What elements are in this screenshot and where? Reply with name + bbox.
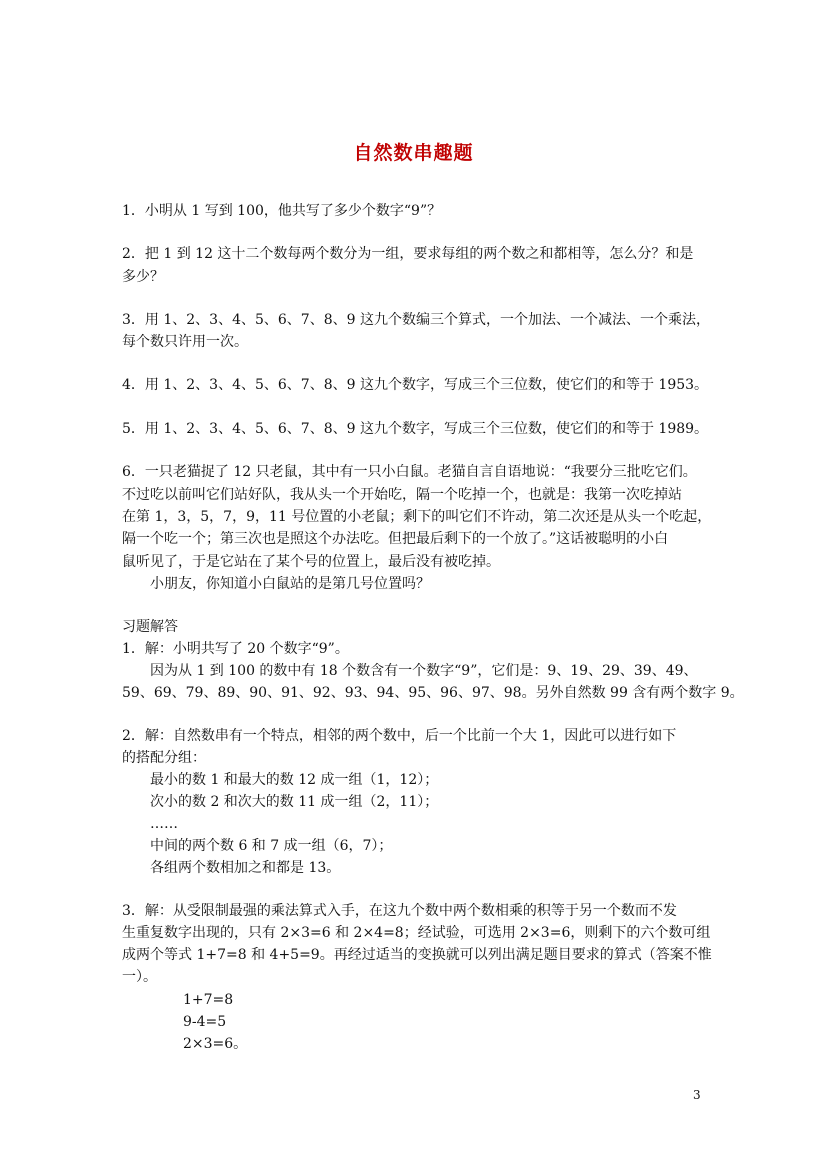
text-line: 一）。 <box>122 969 157 985</box>
text-line: 因为从 1 到 100 的数中有 18 个数含有一个数字“9”，它们是：9、19、29、39、49、 <box>150 663 698 679</box>
text-line: 1．解：小明共写了 20 个数字“9”。 <box>122 641 349 657</box>
text-line: …… <box>150 816 178 832</box>
text-line: 鼠听见了，于是它站在了某个号的位置上，最后没有被吃掉。 <box>122 554 500 570</box>
text-line: 2．把 1 到 12 这十二个数每两个数分为一组，要求每组的两个数之和都相等，怎么分？和是 <box>122 246 694 262</box>
text-line: 5．用 1、2、3、4、5、6、7、8、9 这九个数字，写成三个三位数，使它们的和等于 1989。 <box>122 421 709 437</box>
text-line: 次小的数 2 和次大的数 11 成一组（2，11）； <box>150 794 439 810</box>
text-line: 在第 1，3，5，7，9，11 号位置的小老鼠；剩下的叫它们不许动，第二次还是从头一个吃起， <box>122 509 712 525</box>
text-line: 小朋友，你知道小白鼠站的是第几号位置吗？ <box>150 576 430 592</box>
equation-line: 2×3=6。 <box>183 1036 248 1052</box>
page-title: 自然数串趣题 <box>353 142 474 164</box>
text-line: 4．用 1、2、3、4、5、6、7、8、9 这九个数字，写成三个三位数，使它们的和等于 1953。 <box>122 377 709 393</box>
text-line: 59、69、79、89、90、91、92、93、94、95、96、97、98。另外自然数 99 含有两个数字 9。 <box>122 685 744 701</box>
text-line: 多少？ <box>122 269 164 285</box>
equation-line: 9-4=5 <box>183 1014 227 1030</box>
text-line: 的搭配分组： <box>122 750 206 766</box>
text-line: 3．解：从受限制最强的乘法算式入手，在这九个数中两个数相乘的积等于另一个数而不发 <box>122 903 677 919</box>
text-line: 2．解：自然数串有一个特点，相邻的两个数中，后一个比前一个大 1，因此可以进行如下 <box>122 728 677 744</box>
equation-line: 1+7=8 <box>183 992 234 1008</box>
text-line: 中间的两个数 6 和 7 成一组（6，7）； <box>150 838 393 854</box>
text-line: 成两个等式 1+7=8 和 4+5=9。再经过适当的变换就可以列出满足题目要求的算式（答案不惟 <box>122 947 712 963</box>
text-line: 不过吃以前叫它们站好队，我从头一个开始吃，隔一个吃掉一个，也就是：我第一次吃掉站 <box>122 487 682 503</box>
text-line: 生重复数字出现的，只有 2×3=6 和 2×4=8；经试验，可选用 2×3=6，则剩下的六个数可组 <box>122 925 711 941</box>
text-line: 每个数只许用一次。 <box>122 334 248 350</box>
text-line: 1．小明从 1 写到 100，他共写了多少个数字“9”？ <box>122 203 442 219</box>
text-line: 最小的数 1 和最大的数 12 成一组（1，12）； <box>150 772 439 788</box>
page-number: 3 <box>693 1088 701 1102</box>
text-line: 各组两个数相加之和都是 13。 <box>150 860 341 876</box>
section-heading: 习题解答 <box>122 619 178 635</box>
text-line: 6．一只老猫捉了 12 只老鼠，其中有一只小白鼠。老猫自言自语地说：“我要分三批吃它们。 <box>122 464 697 480</box>
text-line: 隔一个吃一个；第三次也是照这个办法吃。但把最后剩下的一个放了。”这话被聪明的小白 <box>122 531 669 547</box>
text-line: 3．用 1、2、3、4、5、6、7、8、9 这九个数编三个算式，一个加法、一个减法、一个乘法， <box>122 312 710 328</box>
